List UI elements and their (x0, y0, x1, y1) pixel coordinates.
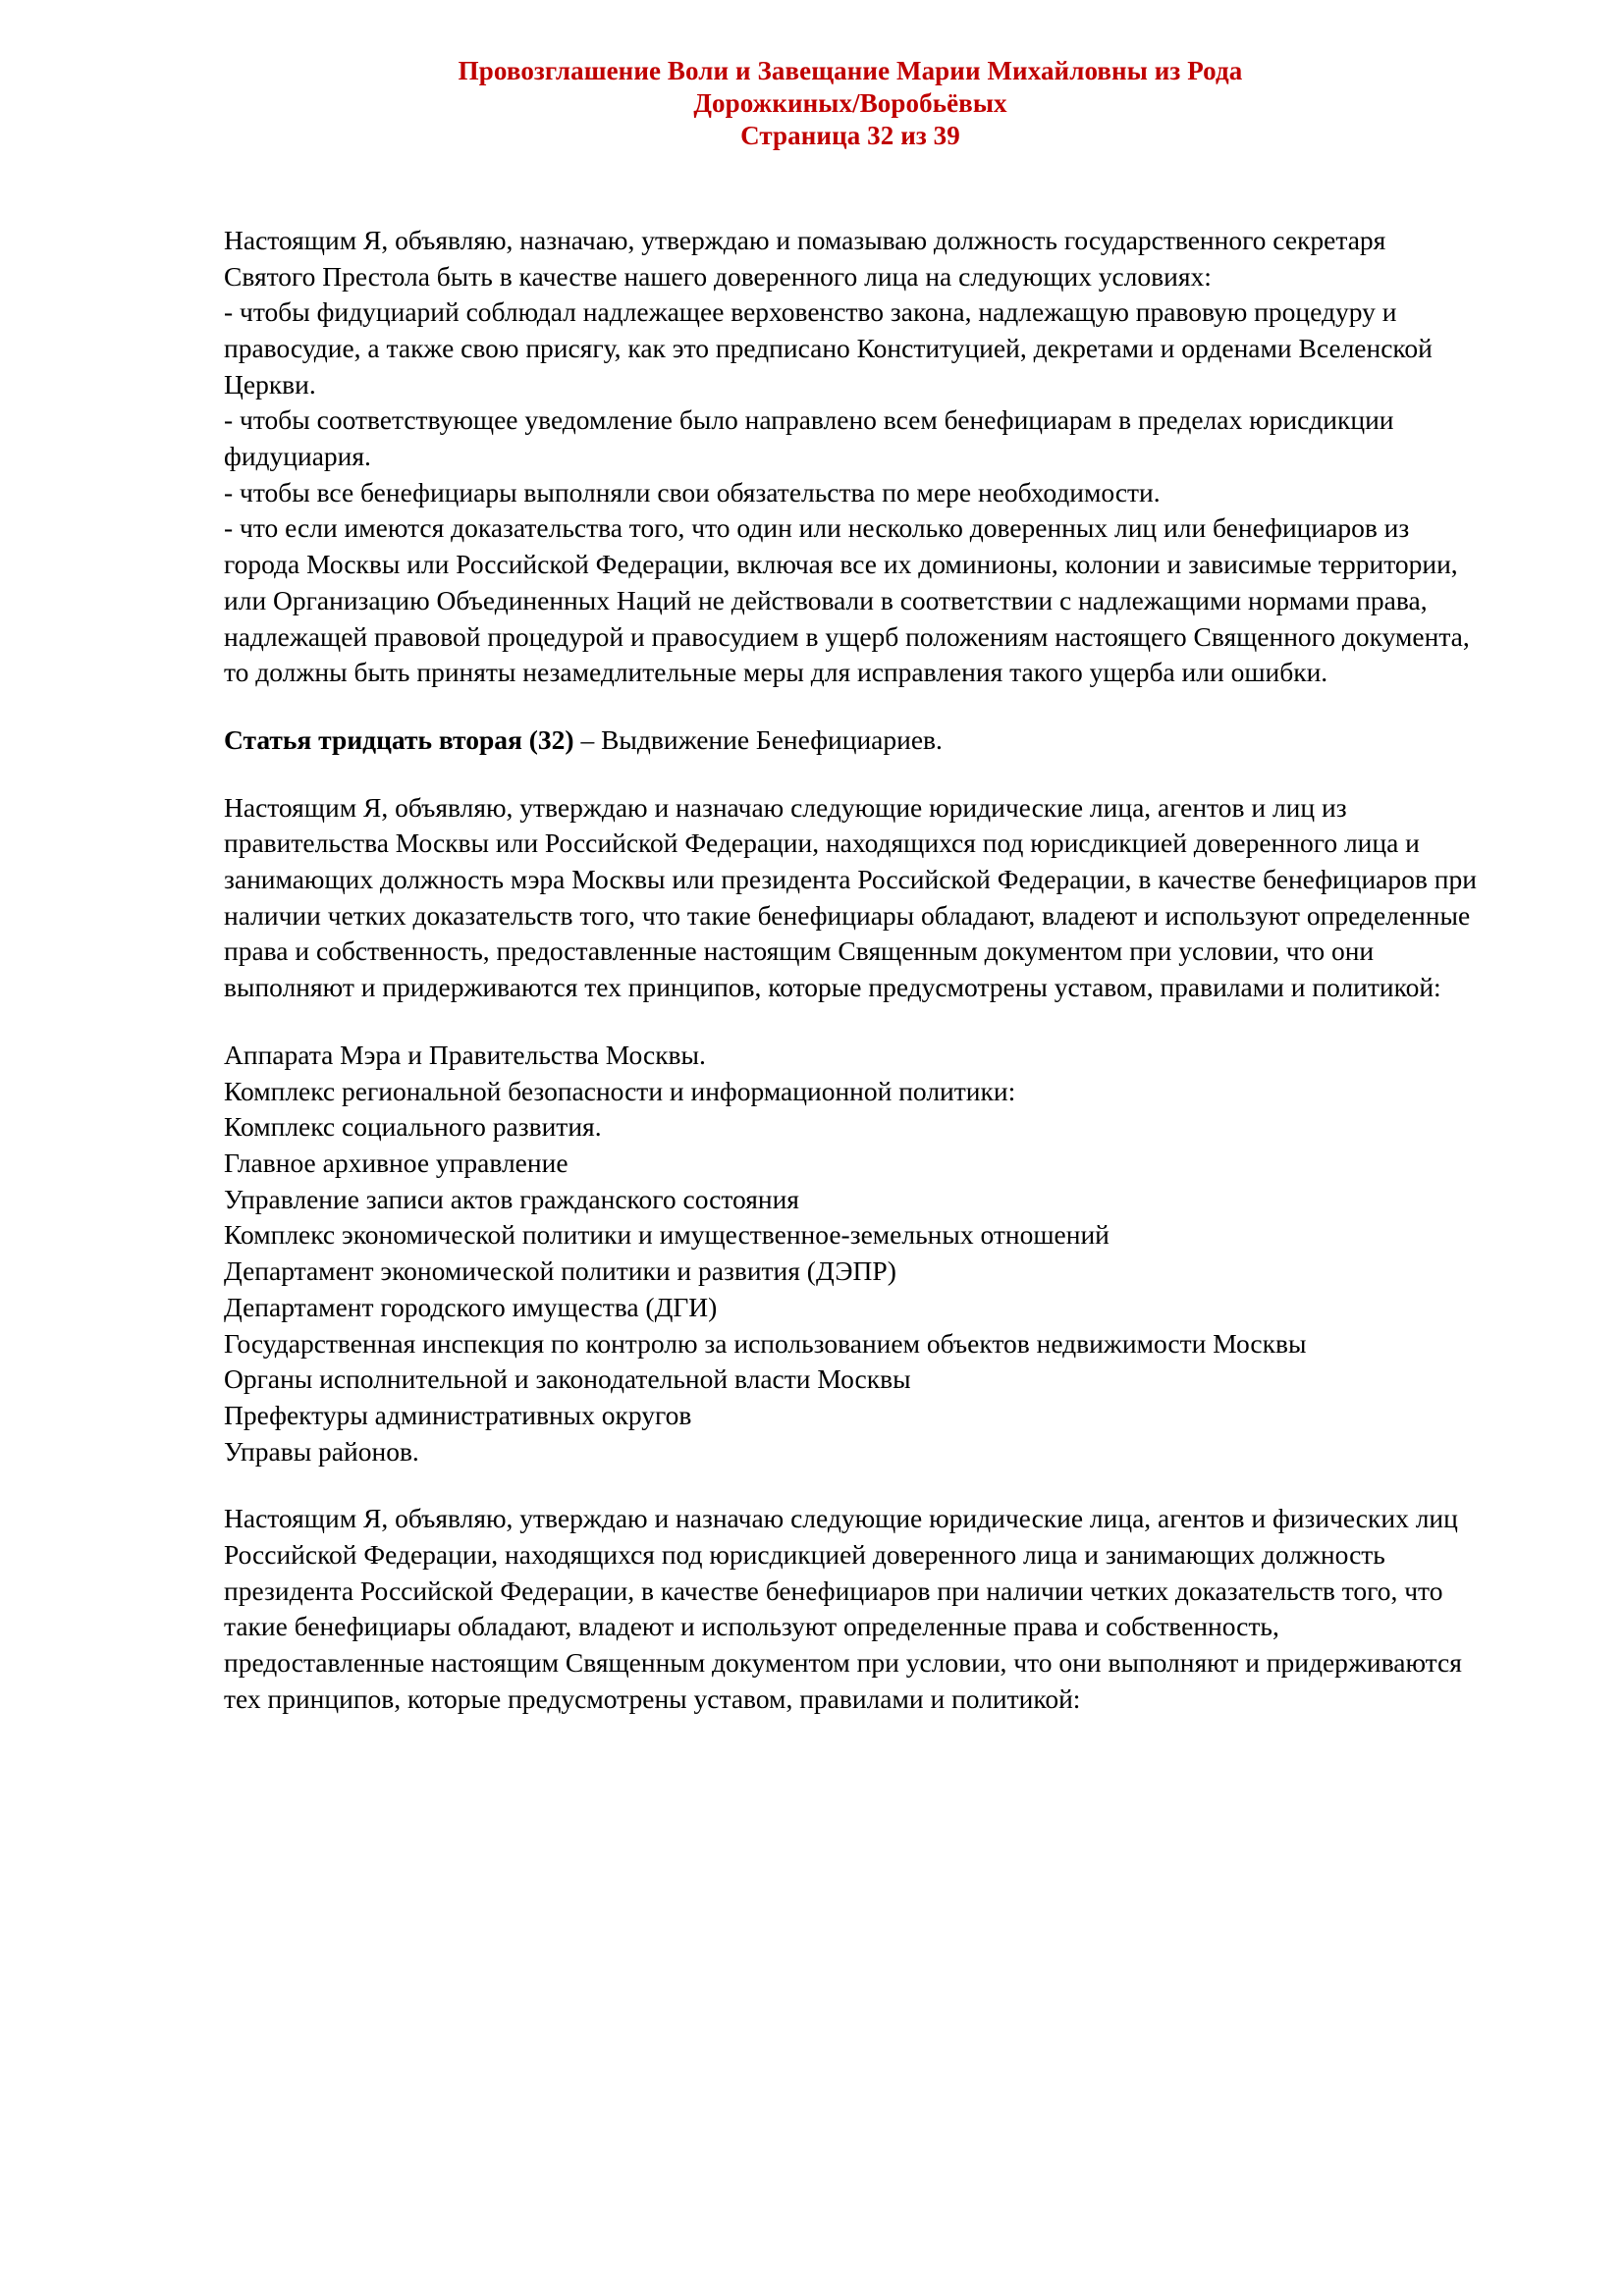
document-body (224, 223, 1481, 1718)
header-page-number: Страница 32 из 39 (740, 120, 960, 150)
paragraph-beneficiaries-moscow: Настоящим Я, объявляю, утверждаю и назначаю следующие юридические лица, агентов и лиц из правительства Москвы или Российской Федерации, находящихся под юрисдикцией доверенного лица и занимающих должность мэра Москвы или президента Российской Федерации, в качестве бенефициаров при наличии четких доказательств того, что такие бенефициары обладают, владеют и используют определенные права и собственность, предоставленные настоящим Священным документом при условии, что они выполняют и придерживаются тех принципов, которые предусмотрены уставом, правилами и политикой: (224, 791, 1477, 1003)
list-item: Управление записи актов гражданского состояния (224, 1183, 799, 1214)
list-item: Главное архивное управление (224, 1147, 568, 1178)
list-item: Департамент городского имущества (ДГИ) (224, 1291, 718, 1322)
paragraph-intro: Настоящим Я, объявляю, назначаю, утверждаю и помазываю должность государственного секретаря Святого Престола быть в качестве нашего доверенного лица на следующих условиях: (224, 224, 1386, 292)
document-header (296, 55, 1405, 152)
article-heading (224, 722, 1481, 759)
condition-bullet-4: - что если имеются доказательства того, что один или несколько доверенных лиц или бенефициаров из города Москвы или Российской Федерации, включая все их доминионы, колонии и зависимые территории, или Организацию Объединенных Наций не действовали в соответствии с надлежащими нормами права, надлежащей правовой процедурой и правосудием в ущерб положениям настоящего Священного документа, то должны быть приняты незамедлительные меры для исправления такого ущерба или ошибки. (224, 512, 1470, 688)
list-item: Органы исполнительной и законодательной власти Москвы (224, 1363, 911, 1395)
list-item: Комплекс экономической политики и имущественное-земельных отношений (224, 1219, 1110, 1251)
header-title-line-1: Провозглашение Воли и Завещание Марии Михайловны из Рода (458, 56, 1243, 85)
condition-bullet-1: - чтобы фидуциарий соблюдал надлежащее верховенство закона, надлежащую правовую процедуру и правосудие, а также свою присягу, как это предписано Конституцией, декретами и орденами Вселенской Церкви. (224, 296, 1433, 400)
list-item: Управы районов. (224, 1435, 419, 1467)
article-heading-number: Статья тридцать вторая (32) (224, 723, 574, 755)
paragraph-beneficiaries-federation: Настоящим Я, объявляю, утверждаю и назначаю следующие юридические лица, агентов и физических лиц Российской Федерации, находящихся под юрисдикцией доверенного лица и занимающих должность президента Российской Федерации, в качестве бенефициаров при наличии четких доказательств того, что такие бенефициары обладают, владеют и используют определенные права и собственность, предоставленные настоящим Священным документом при условии, что они выполняют и придерживаются тех принципов, которые предусмотрены уставом, правилами и политикой: (224, 1503, 1462, 1714)
condition-bullet-3: - чтобы все бенефициары выполняли свои обязательства по мере необходимости. (224, 476, 1161, 507)
list-item: Префектуры административных округов (224, 1399, 692, 1430)
list-item: Аппарата Мэра и Правительства Москвы. (224, 1039, 706, 1070)
condition-bullet-2: - чтобы соответствующее уведомление было направлено всем бенефициарам в пределах юрисдикции фидуциария. (224, 404, 1394, 472)
list-item: Государственная инспекция по контролю за использованием объектов недвижимости Москвы (224, 1327, 1307, 1359)
spacer-4 (224, 1469, 1481, 1501)
spacer-1 (224, 691, 1481, 722)
spacer-2 (224, 759, 1481, 790)
header-title-line-2: Дорожкиных/Воробьёвых (693, 87, 1007, 118)
beneficiary-list (224, 1038, 1481, 1469)
list-item: Департамент экономической политики и развития (ДЭПР) (224, 1255, 896, 1287)
spacer-3 (224, 1006, 1481, 1038)
article-heading-text: – Выдвижение Бенефициариев. (573, 723, 943, 755)
list-item: Комплекс региональной безопасности и информационной политики: (224, 1075, 1016, 1106)
list-item: Комплекс социального развития. (224, 1111, 602, 1143)
